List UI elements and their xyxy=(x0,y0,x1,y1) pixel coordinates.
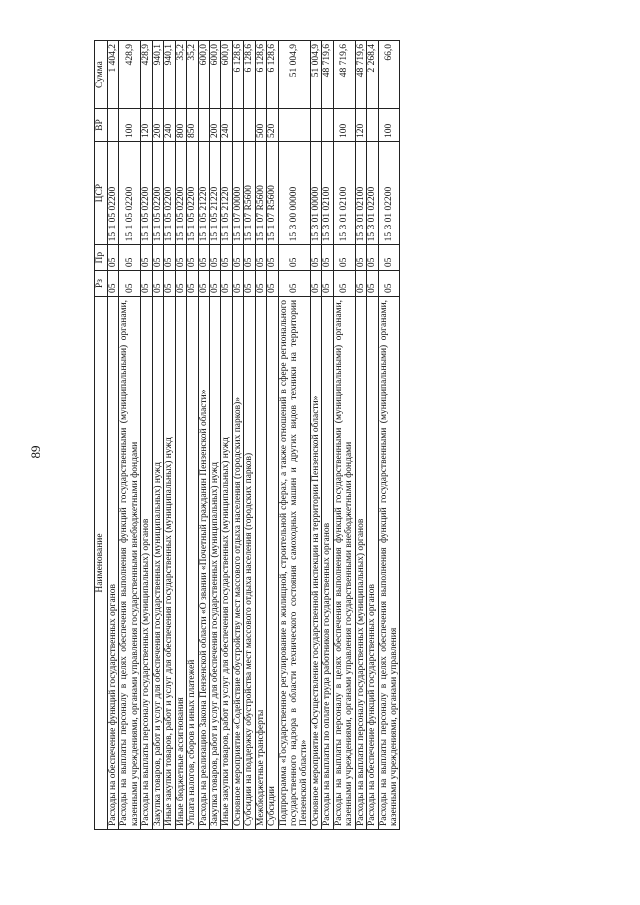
cell-rz: 05 xyxy=(108,271,119,297)
cell-pr: 05 xyxy=(333,245,355,271)
cell-csr: 15 1 05 21220 xyxy=(221,142,232,245)
cell-pr: 05 xyxy=(119,245,141,271)
cell-name: Расходы на выплаты по оплате труда работников государственных органов xyxy=(322,296,333,829)
cell-csr: 15 1 05 02200 xyxy=(175,142,186,245)
header-name: Наименование xyxy=(95,296,108,829)
cell-name: Расходы на обеспечение функций государственных органов xyxy=(108,296,119,829)
table-row xyxy=(355,41,366,830)
table-row xyxy=(164,41,175,830)
table-row xyxy=(255,41,266,830)
cell-rz: 05 xyxy=(367,271,378,297)
cell-vr: 500 xyxy=(255,109,266,142)
cell-pr: 05 xyxy=(232,245,243,271)
cell-rz: 05 xyxy=(152,271,163,297)
cell-pr: 05 xyxy=(221,245,232,271)
cell-name: Расходы на выплаты персоналу в целях обеспечения выполнения функций государственными (муниципальными) органами, казенными учреждениями, органами управления государственными внебюджетными фондами xyxy=(333,296,355,829)
cell-pr: 05 xyxy=(310,245,321,271)
cell-pr: 05 xyxy=(278,245,310,271)
cell-csr: 15 3 01 00000 xyxy=(310,142,321,245)
cell-name: Иные закупки товаров, работ и услуг для обеспечения государственных (муниципальных) нужд xyxy=(164,296,175,829)
cell-vr: 240 xyxy=(164,109,175,142)
cell-pr: 05 xyxy=(367,245,378,271)
cell-rz: 05 xyxy=(221,271,232,297)
header-vr: ВР xyxy=(95,109,108,142)
table-row xyxy=(232,41,243,830)
header-pr: Пр xyxy=(95,245,108,271)
cell-csr: 15 1 07 00000 xyxy=(232,142,243,245)
cell-csr: 15 1 07 R5600 xyxy=(255,142,266,245)
table-row xyxy=(221,41,232,830)
cell-vr: 240 xyxy=(221,109,232,142)
cell-rz: 05 xyxy=(378,271,400,297)
cell-rz: 05 xyxy=(322,271,333,297)
table-row xyxy=(278,41,310,830)
cell-sum: 6 128,6 xyxy=(244,41,255,109)
cell-pr: 05 xyxy=(187,245,198,271)
cell-csr: 15 3 01 02200 xyxy=(367,142,378,245)
cell-sum: 940,1 xyxy=(164,41,175,109)
cell-csr: 15 1 07 R5600 xyxy=(267,142,278,245)
cell-pr: 05 xyxy=(175,245,186,271)
table-row xyxy=(244,41,255,830)
cell-rz: 05 xyxy=(255,271,266,297)
cell-rz: 05 xyxy=(198,271,209,297)
cell-vr: 100 xyxy=(378,109,400,142)
cell-sum: 2 268,4 xyxy=(367,41,378,109)
cell-rz: 05 xyxy=(278,271,310,297)
cell-sum: 48 719,6 xyxy=(322,41,333,109)
cell-rz: 05 xyxy=(333,271,355,297)
cell-sum: 428,9 xyxy=(141,41,152,109)
cell-sum: 48 719,6 xyxy=(355,41,366,109)
cell-sum: 51 004,9 xyxy=(310,41,321,109)
cell-rz: 05 xyxy=(141,271,152,297)
cell-vr xyxy=(367,109,378,142)
cell-name: Расходы на выплаты персоналу государственных (муниципальных) органов xyxy=(355,296,366,829)
table-body xyxy=(108,41,400,830)
cell-name: Закупка товаров, работ и услуг для обеспечения государственных (муниципальных) нужд xyxy=(152,296,163,829)
cell-csr: 15 3 01 02200 xyxy=(378,142,400,245)
cell-csr: 15 1 05 02200 xyxy=(187,142,198,245)
cell-pr: 05 xyxy=(164,245,175,271)
cell-vr: 120 xyxy=(141,109,152,142)
cell-csr: 15 3 01 02100 xyxy=(333,142,355,245)
cell-vr: 100 xyxy=(119,109,141,142)
cell-sum: 35,2 xyxy=(187,41,198,109)
cell-vr: 200 xyxy=(209,109,220,142)
cell-vr: 850 xyxy=(187,109,198,142)
cell-sum: 6 128,6 xyxy=(232,41,243,109)
cell-rz: 05 xyxy=(267,271,278,297)
cell-pr: 05 xyxy=(209,245,220,271)
table-row xyxy=(209,41,220,830)
cell-pr: 05 xyxy=(141,245,152,271)
cell-rz: 05 xyxy=(355,271,366,297)
cell-vr: 800 xyxy=(175,109,186,142)
cell-pr: 05 xyxy=(244,245,255,271)
table-row xyxy=(333,41,355,830)
page-number: 89 xyxy=(28,445,43,459)
cell-vr: 120 xyxy=(355,109,366,142)
cell-sum: 600,0 xyxy=(221,41,232,109)
header-rz: Рз xyxy=(95,271,108,297)
cell-pr: 05 xyxy=(198,245,209,271)
cell-vr xyxy=(244,109,255,142)
table-row xyxy=(198,41,209,830)
cell-pr: 05 xyxy=(267,245,278,271)
table-header-row xyxy=(95,41,108,830)
cell-rz: 05 xyxy=(119,271,141,297)
cell-rz: 05 xyxy=(209,271,220,297)
cell-sum: 6 128,6 xyxy=(255,41,266,109)
header-csr: ЦСР xyxy=(95,142,108,245)
cell-csr: 15 3 01 02100 xyxy=(322,142,333,245)
cell-name: Расходы на выплаты персоналу в целях обеспечения выполнения функций государственными (муниципальными) органами, казенными учреждениями, органами управления государственными внебюджетными фондами xyxy=(119,296,141,829)
cell-sum: 1 404,2 xyxy=(108,41,119,109)
table-row xyxy=(152,41,163,830)
cell-sum: 940,1 xyxy=(152,41,163,109)
table-row xyxy=(187,41,198,830)
cell-csr: 15 1 05 02200 xyxy=(119,142,141,245)
cell-name: Иные бюджетные ассигнования xyxy=(175,296,186,829)
table-row xyxy=(267,41,278,830)
cell-sum: 428,9 xyxy=(119,41,141,109)
cell-pr: 05 xyxy=(378,245,400,271)
cell-vr xyxy=(278,109,310,142)
cell-rz: 05 xyxy=(175,271,186,297)
cell-sum: 600,0 xyxy=(198,41,209,109)
cell-name: Расходы на обеспечение функций государственных органов xyxy=(367,296,378,829)
cell-sum: 6 128,6 xyxy=(267,41,278,109)
cell-rz: 05 xyxy=(232,271,243,297)
cell-sum: 66,0 xyxy=(378,41,400,109)
cell-rz: 05 xyxy=(244,271,255,297)
table-row xyxy=(141,41,152,830)
cell-pr: 05 xyxy=(355,245,366,271)
cell-name: Расходы на реализацию Закона Пензенской области «О звании «Почетный гражданин Пензенской области» xyxy=(198,296,209,829)
budget-table xyxy=(94,40,400,830)
cell-pr: 05 xyxy=(255,245,266,271)
cell-name: Субсидии xyxy=(267,296,278,829)
cell-name: Субсидии на поддержку обустройства мест массового отдыха населения (городских парков) xyxy=(244,296,255,829)
table-row xyxy=(108,41,119,830)
cell-vr: 520 xyxy=(267,109,278,142)
table-row xyxy=(367,41,378,830)
cell-vr: 100 xyxy=(333,109,355,142)
cell-name: Основное мероприятие «Осуществление государственной инспекции на территории Пензенской области» xyxy=(310,296,321,829)
table-row xyxy=(119,41,141,830)
cell-name: Межбюджетные трансферты xyxy=(255,296,266,829)
cell-vr xyxy=(232,109,243,142)
header-sum: Сумма xyxy=(95,41,108,109)
cell-sum: 35,2 xyxy=(175,41,186,109)
cell-name: Закупка товаров, работ и услуг для обеспечения государственных (муниципальных) нужд xyxy=(209,296,220,829)
cell-csr: 15 1 07 R5600 xyxy=(244,142,255,245)
rotated-table-container xyxy=(94,40,538,830)
cell-name: Расходы на выплаты персоналу в целях обеспечения выполнения функций государственными (муниципальными) органами, казенными учреждениями, органами управления xyxy=(378,296,400,829)
cell-name: Подпрограмма «Государственное регулирование в жилищной, строительной сферах, а также отношений в сфере регионального государственного надзора в области технического состояния самоходных машин и других видов техники на территории Пензенской области» xyxy=(278,296,310,829)
cell-pr: 05 xyxy=(322,245,333,271)
cell-sum: 48 719,6 xyxy=(333,41,355,109)
cell-csr: 15 3 00 00000 xyxy=(278,142,310,245)
cell-vr xyxy=(310,109,321,142)
cell-name: Расходы на выплаты персоналу государственных (муниципальных) органов xyxy=(141,296,152,829)
cell-vr xyxy=(108,109,119,142)
cell-csr: 15 3 01 02100 xyxy=(355,142,366,245)
cell-rz: 05 xyxy=(310,271,321,297)
cell-pr: 05 xyxy=(108,245,119,271)
cell-rz: 05 xyxy=(164,271,175,297)
cell-name: Основное мероприятие «Содействие обустройству мест массового отдыха населения (городских парков)» xyxy=(232,296,243,829)
cell-name: Иные закупки товаров, работ и услуг для обеспечения государственных (муниципальных) нужд xyxy=(221,296,232,829)
cell-csr: 15 1 05 02200 xyxy=(108,142,119,245)
table-row xyxy=(175,41,186,830)
table-row xyxy=(378,41,400,830)
cell-vr: 200 xyxy=(152,109,163,142)
cell-vr xyxy=(198,109,209,142)
cell-sum: 600,0 xyxy=(209,41,220,109)
cell-csr: 15 1 05 21220 xyxy=(209,142,220,245)
table-row xyxy=(310,41,321,830)
cell-csr: 15 1 05 02200 xyxy=(141,142,152,245)
cell-pr: 05 xyxy=(152,245,163,271)
table-row xyxy=(322,41,333,830)
cell-name: Уплата налогов, сборов и иных платежей xyxy=(187,296,198,829)
cell-vr xyxy=(322,109,333,142)
cell-csr: 15 1 05 02200 xyxy=(152,142,163,245)
cell-csr: 15 1 05 02200 xyxy=(164,142,175,245)
cell-rz: 05 xyxy=(187,271,198,297)
cell-sum: 51 004,9 xyxy=(278,41,310,109)
cell-csr: 15 1 05 21220 xyxy=(198,142,209,245)
